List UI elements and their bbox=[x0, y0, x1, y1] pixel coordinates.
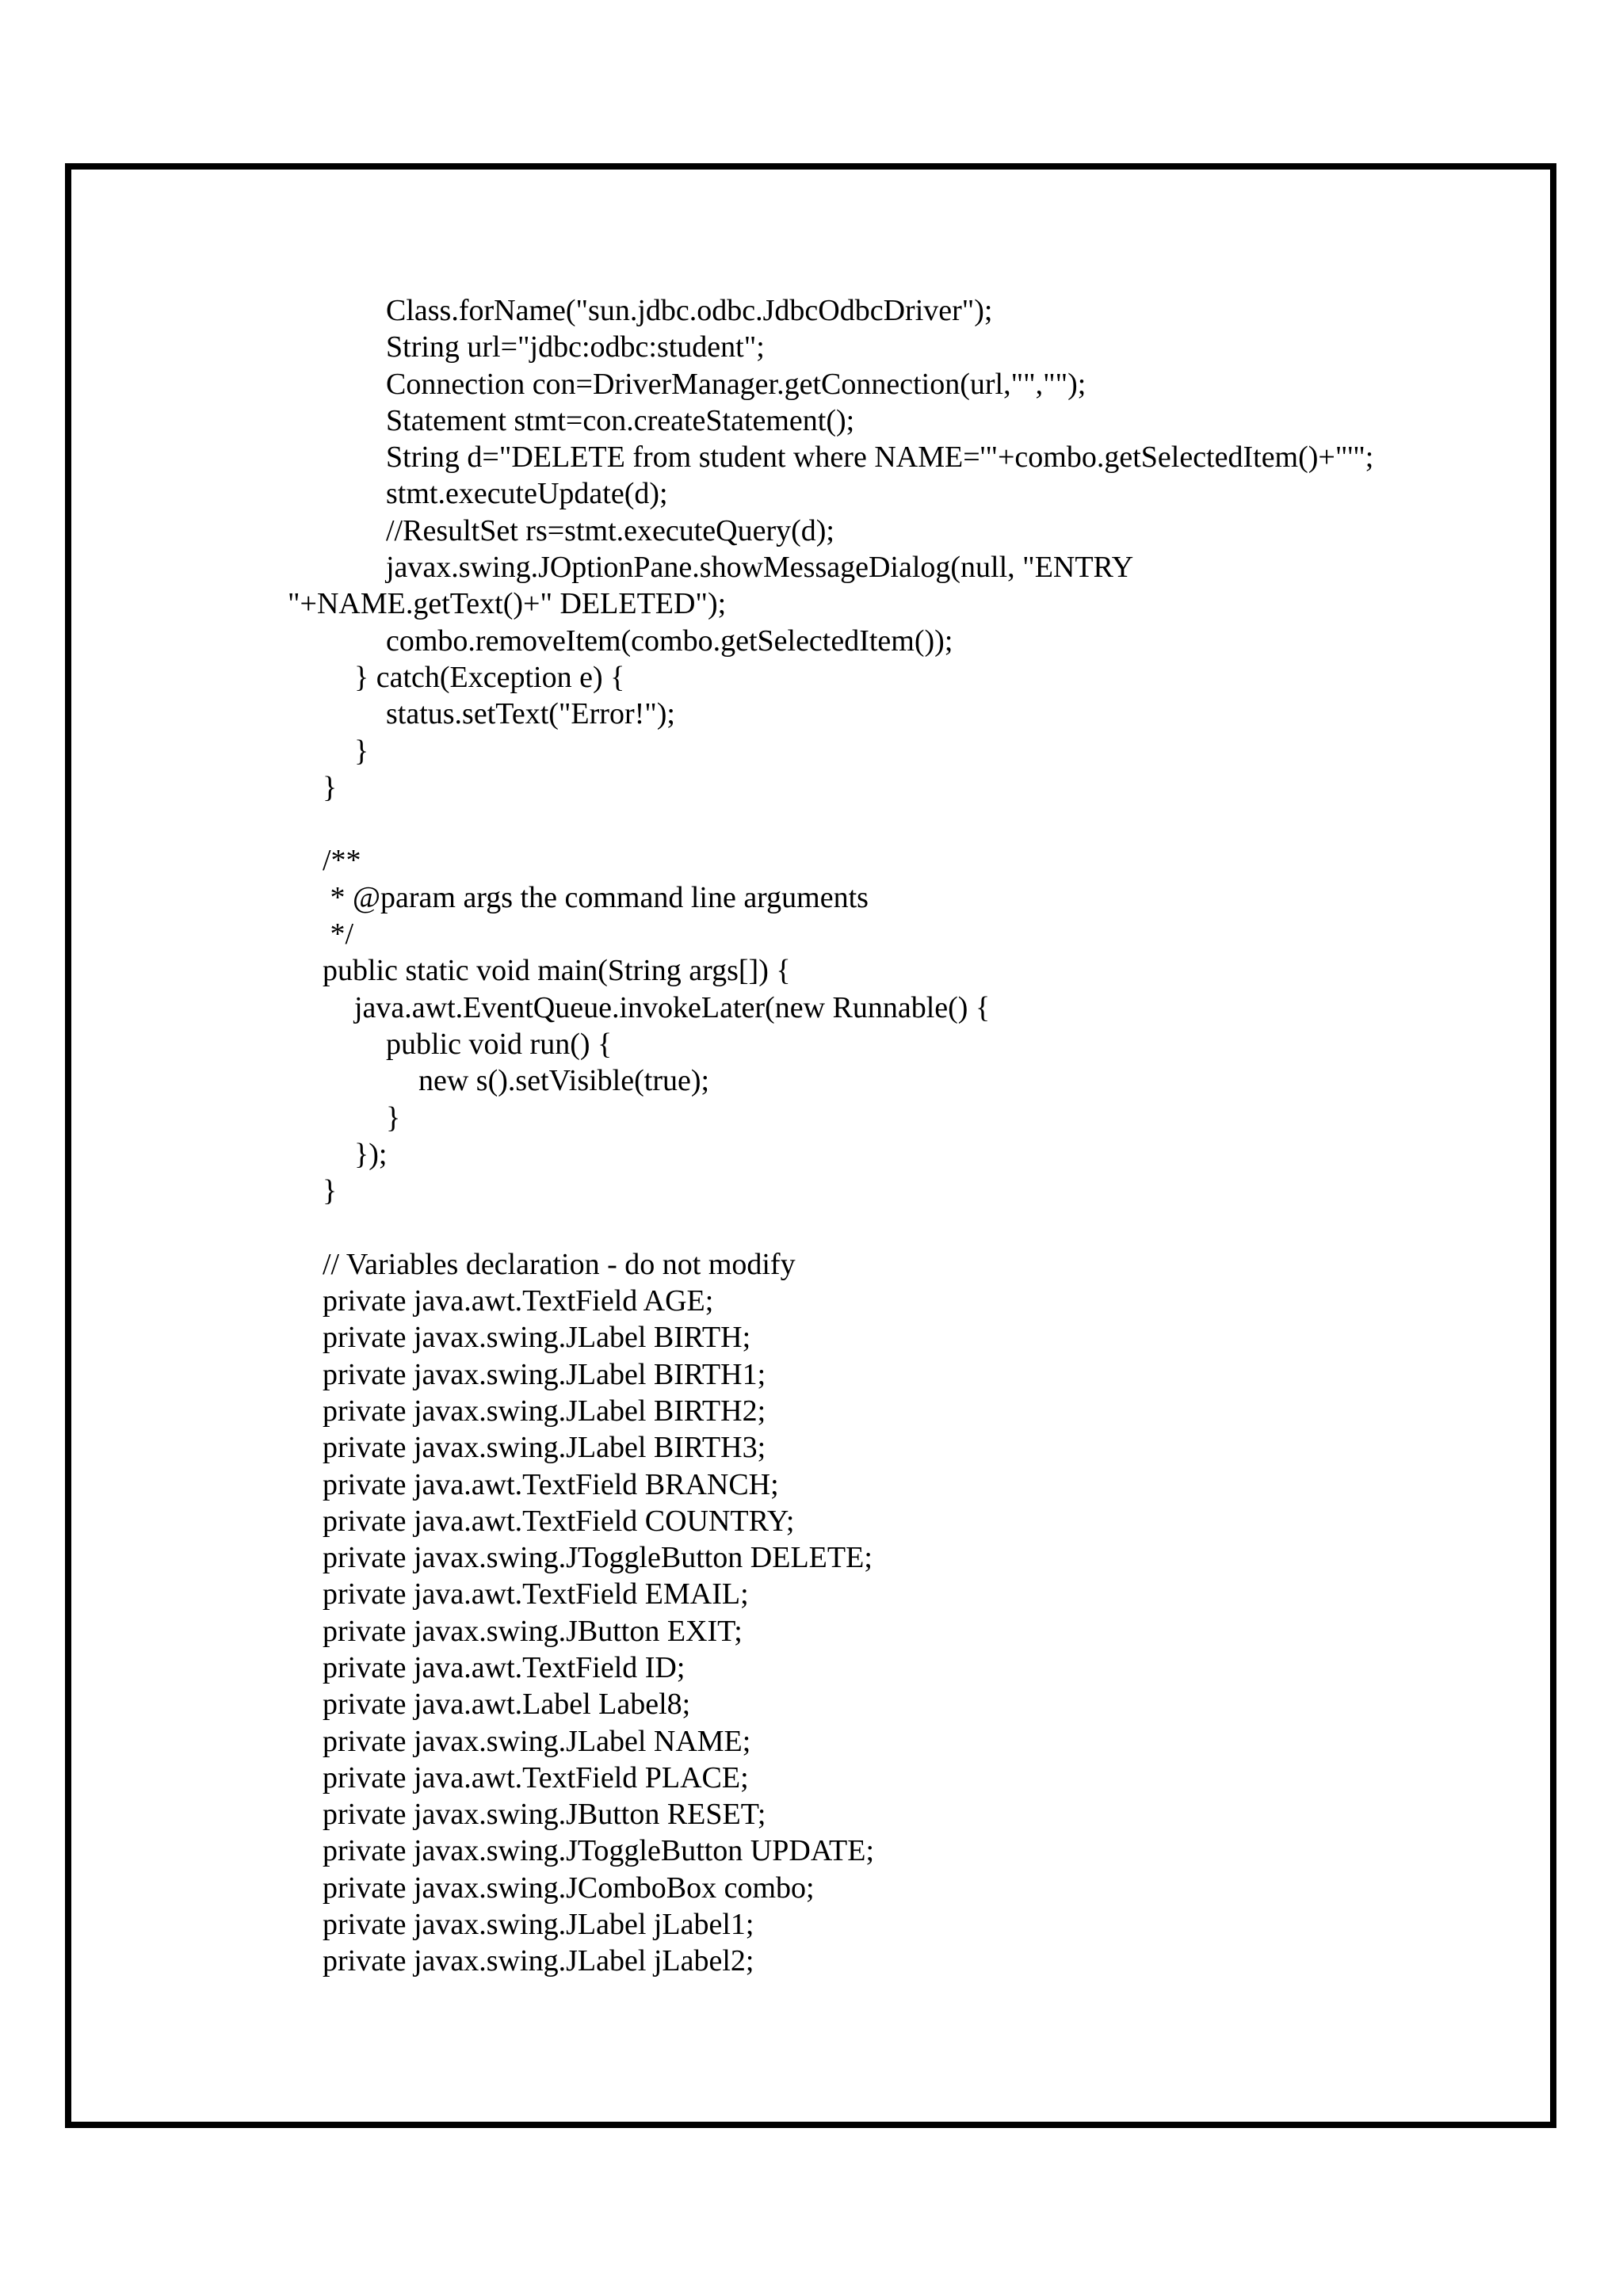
code-line bbox=[71, 402, 1550, 439]
code-line-text: private java.awt.TextField PLACE; bbox=[323, 1760, 749, 1794]
code-line-text: private javax.swing.JLabel jLabel2; bbox=[323, 1944, 754, 1978]
code-line-text: status.setText("Error!"); bbox=[386, 697, 675, 731]
code-line-text: private javax.swing.JLabel BIRTH2; bbox=[323, 1394, 766, 1428]
code-line bbox=[71, 513, 1550, 549]
code-line-text: private javax.swing.JToggleButton DELETE; bbox=[323, 1541, 873, 1575]
code-line-text: private javax.swing.JLabel jLabel1; bbox=[323, 1908, 754, 1942]
code-line-text: String url="jdbc:odbc:student"; bbox=[386, 330, 765, 364]
code-line bbox=[71, 1943, 1550, 1979]
code-line-text: Class.forName("sun.jdbc.odbc.JdbcOdbcDriver"); bbox=[386, 294, 993, 327]
code-line-text: private javax.swing.JToggleButton UPDATE; bbox=[323, 1834, 875, 1868]
code-line-text: /** bbox=[323, 844, 361, 878]
code-line-text: //ResultSet rs=stmt.executeQuery(d); bbox=[386, 513, 834, 547]
code-line-text: private java.awt.TextField AGE; bbox=[323, 1284, 714, 1318]
code-line bbox=[71, 1062, 1550, 1099]
code-line bbox=[71, 1796, 1550, 1833]
code-line-text: String d="DELETE from student where NAME='"+combo.getSelectedItem()+"'"; bbox=[386, 441, 1374, 475]
code-line-text: } bbox=[354, 734, 369, 768]
code-line bbox=[71, 659, 1550, 696]
code-line-text: private java.awt.TextField EMAIL; bbox=[323, 1577, 749, 1611]
page-frame bbox=[65, 163, 1556, 2128]
code-line-text: combo.removeItem(combo.getSelectedItem()); bbox=[386, 624, 953, 658]
code-line bbox=[71, 1026, 1550, 1062]
code-line-text: private javax.swing.JLabel NAME; bbox=[323, 1724, 751, 1758]
code-line-text: private javax.swing.JLabel BIRTH1; bbox=[323, 1357, 766, 1391]
code-line-text: new s().setVisible(true); bbox=[418, 1064, 710, 1098]
code-line-text: */ bbox=[323, 917, 354, 952]
code-line bbox=[71, 952, 1550, 989]
code-line bbox=[71, 1539, 1550, 1576]
code-line-text: java.awt.EventQueue.invokeLater(new Runnable() { bbox=[354, 990, 991, 1024]
code-line bbox=[71, 1650, 1550, 1686]
code-line-text: private javax.swing.JButton RESET; bbox=[323, 1798, 766, 1832]
code-line bbox=[71, 623, 1550, 659]
code-line bbox=[71, 696, 1550, 732]
code-line bbox=[71, 1760, 1550, 1796]
code-line-text: private java.awt.Label Label8; bbox=[323, 1688, 691, 1722]
code-line-text: * @param args the command line arguments bbox=[323, 880, 869, 914]
code-line bbox=[71, 1576, 1550, 1612]
code-line bbox=[71, 292, 1550, 329]
code-line bbox=[71, 366, 1550, 402]
code-line bbox=[71, 1686, 1550, 1722]
code-line-text: // Variables declaration - do not modify bbox=[323, 1247, 796, 1281]
code-line-text: } bbox=[386, 1100, 401, 1135]
code-line bbox=[71, 1319, 1550, 1356]
code-line bbox=[71, 1503, 1550, 1539]
code-line-text: private javax.swing.JComboBox combo; bbox=[323, 1871, 815, 1905]
code-line bbox=[71, 916, 1550, 952]
code-line bbox=[71, 1393, 1550, 1429]
code-line-text: javax.swing.JOptionPane.showMessageDialog(null, "ENTRY bbox=[386, 551, 1134, 585]
code-line-text: private java.awt.TextField ID; bbox=[323, 1650, 685, 1684]
code-line bbox=[71, 1246, 1550, 1283]
code-line bbox=[71, 1173, 1550, 1209]
code-line bbox=[71, 1356, 1550, 1393]
code-line-text: } bbox=[323, 770, 338, 804]
code-line-text: } catch(Exception e) { bbox=[354, 660, 625, 694]
code-line bbox=[71, 1870, 1550, 1906]
code-line-text: } bbox=[323, 1174, 338, 1208]
code-listing bbox=[71, 292, 1550, 1980]
code-line bbox=[71, 475, 1550, 512]
code-line bbox=[71, 806, 1550, 842]
code-line bbox=[71, 549, 1550, 585]
code-line bbox=[71, 1833, 1550, 1869]
code-line bbox=[71, 1723, 1550, 1760]
code-line-text: public void run() { bbox=[386, 1027, 613, 1061]
code-line-text: private javax.swing.JButton EXIT; bbox=[323, 1614, 743, 1648]
code-line-text: private javax.swing.JLabel BIRTH3; bbox=[323, 1431, 766, 1465]
code-line bbox=[71, 585, 1550, 622]
code-line bbox=[71, 439, 1550, 475]
code-line-text: private java.awt.TextField COUNTRY; bbox=[323, 1504, 795, 1538]
code-line-text: Statement stmt=con.createStatement(); bbox=[386, 403, 855, 437]
code-line bbox=[71, 842, 1550, 879]
code-line bbox=[71, 1283, 1550, 1319]
code-line bbox=[71, 1100, 1550, 1136]
code-line-text: private javax.swing.JLabel BIRTH; bbox=[323, 1321, 751, 1355]
code-line bbox=[71, 1906, 1550, 1943]
code-line bbox=[71, 1613, 1550, 1650]
code-line bbox=[71, 769, 1550, 806]
code-line-text: private java.awt.TextField BRANCH; bbox=[323, 1467, 779, 1501]
code-line bbox=[71, 879, 1550, 916]
code-line bbox=[71, 1136, 1550, 1173]
code-line-text: }); bbox=[354, 1137, 388, 1171]
code-line-text: public static void main(String args[]) { bbox=[323, 954, 791, 988]
code-line bbox=[71, 1429, 1550, 1466]
code-line-text: Connection con=DriverManager.getConnection(url,"",""); bbox=[386, 367, 1086, 401]
code-line bbox=[71, 990, 1550, 1026]
code-line-text: stmt.executeUpdate(d); bbox=[386, 477, 668, 511]
code-line bbox=[71, 1209, 1550, 1245]
code-line-text: "+NAME.getText()+" DELETED"); bbox=[288, 587, 727, 621]
code-line bbox=[71, 329, 1550, 365]
code-line bbox=[71, 1466, 1550, 1503]
code-line bbox=[71, 733, 1550, 769]
